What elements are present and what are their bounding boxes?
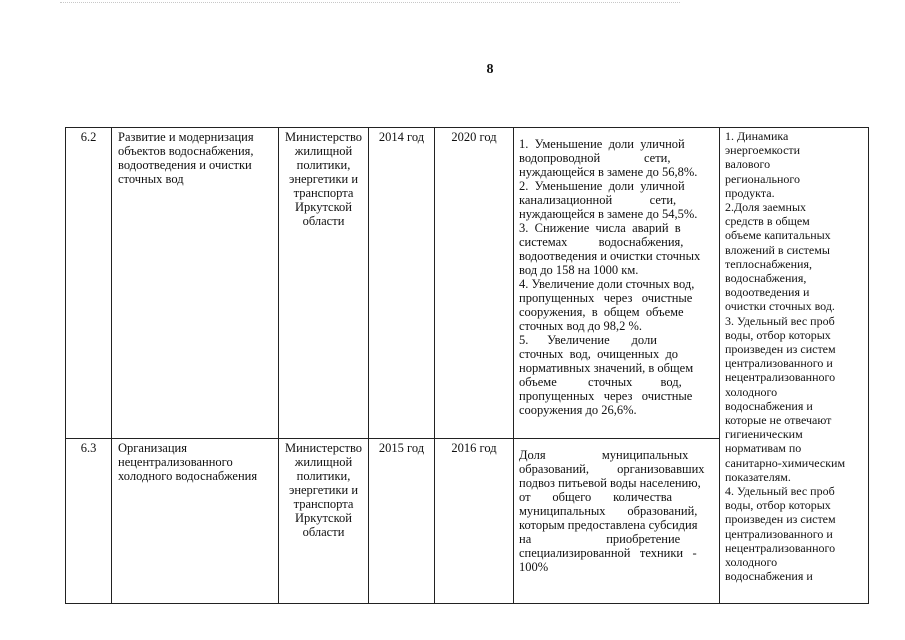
row-number: 6.2 bbox=[66, 128, 112, 439]
text-line: вложений в системы bbox=[725, 242, 830, 257]
text-line: 100% bbox=[519, 560, 549, 574]
text-line: средств в общем bbox=[725, 214, 810, 229]
text-line: водопроводной сети, bbox=[519, 151, 671, 165]
text-line: нецентрализованного bbox=[725, 370, 836, 385]
text-line: нуждающейся в замене до 54,5%. bbox=[519, 207, 698, 221]
text-line: очистки сточных вод. bbox=[725, 299, 835, 314]
text-line: системах водоснабжения, bbox=[519, 235, 684, 249]
text-line: пропущенных через очистные bbox=[519, 389, 693, 403]
text-line: продукта. bbox=[725, 185, 775, 200]
text-line: которым предоставлена субсидия bbox=[519, 518, 698, 532]
text-line: водоснабжения и bbox=[725, 398, 813, 413]
text-line: 1. Уменьшение доли уличной bbox=[519, 137, 685, 151]
text-line: области bbox=[302, 525, 345, 539]
text-line: области bbox=[302, 214, 345, 228]
text-line: нормативных значений, в общем bbox=[519, 361, 694, 375]
text-line: объеме капитальных bbox=[725, 228, 831, 243]
text-line: муниципальных образований, bbox=[519, 504, 698, 518]
page-number: 8 bbox=[486, 62, 494, 77]
responsible-ministry bbox=[279, 439, 369, 604]
text-line: 3. Удельный вес проб bbox=[725, 313, 835, 328]
text-line: 4. Удельный вес проб bbox=[725, 484, 835, 499]
start-year: 2015 год bbox=[369, 439, 435, 604]
text-line: нуждающейся в замене до 56,8%. bbox=[519, 165, 698, 179]
responsible-ministry bbox=[279, 128, 369, 439]
text-line: теплоснабжения, bbox=[725, 256, 812, 271]
end-year: 2020 год bbox=[435, 128, 514, 439]
text-line: водоотведения и очистки bbox=[118, 158, 252, 172]
start-year: 2014 год bbox=[369, 128, 435, 439]
measure-name bbox=[112, 439, 279, 604]
text-line: сточных вод до 98,2 %. bbox=[519, 319, 642, 333]
text-line: Иркутской bbox=[295, 200, 352, 214]
text-line: объектов водоснабжения, bbox=[118, 144, 254, 158]
text-line: гигиеническим bbox=[725, 427, 803, 442]
text-line: централизованного и bbox=[725, 526, 833, 541]
text-line: сооружения, в общем объеме bbox=[519, 305, 684, 319]
table-row bbox=[66, 128, 869, 439]
scan-artifact-line bbox=[60, 2, 680, 5]
measure-name bbox=[112, 128, 279, 439]
text-line: канализационной сети, bbox=[519, 193, 677, 207]
text-line: транспорта bbox=[293, 497, 354, 511]
text-line: водоснабжения и bbox=[725, 569, 813, 584]
text-line: произведен из систем bbox=[725, 342, 836, 357]
text-line: которые не отвечают bbox=[725, 413, 832, 428]
text-line: валового bbox=[725, 157, 771, 172]
text-line: нормативам по bbox=[725, 441, 802, 456]
text-line: воды, отбор которых bbox=[725, 327, 831, 342]
text-line: пропущенных через очистные bbox=[519, 291, 693, 305]
text-line: холодного водоснабжения bbox=[118, 469, 258, 483]
text-line: на приобретение bbox=[519, 532, 681, 546]
text-line: 5. Увеличение доли bbox=[519, 333, 657, 347]
text-line: специализированной техники - bbox=[519, 546, 697, 560]
text-line: сточных вод bbox=[118, 172, 184, 186]
text-line: 4. Увеличение доли сточных вод, bbox=[519, 277, 695, 291]
text-line: централизованного и bbox=[725, 356, 833, 371]
text-line: вод до 158 на 1000 км. bbox=[519, 263, 639, 277]
text-line: сточных вод, очищенных до bbox=[519, 347, 679, 361]
text-line: нецентрализованного bbox=[118, 455, 233, 469]
text-line: сооружения до 26,6%. bbox=[519, 403, 637, 417]
text-line: энергетики и bbox=[288, 483, 359, 497]
text-line: нецентрализованного bbox=[725, 540, 836, 555]
text-line: холодного bbox=[725, 384, 778, 399]
text-line: образований, организовавших bbox=[519, 462, 705, 476]
text-line: Иркутской bbox=[295, 511, 352, 525]
text-line: жилищной bbox=[294, 144, 353, 158]
text-line: жилищной bbox=[294, 455, 353, 469]
text-line: санитарно-химическим bbox=[725, 455, 846, 470]
text-line: 1. Динамика bbox=[725, 129, 789, 143]
end-year: 2016 год bbox=[435, 439, 514, 604]
text-line: 2.Доля заемных bbox=[725, 200, 807, 215]
text-line: водоотведения и bbox=[725, 285, 810, 300]
text-line: объеме сточных вод, bbox=[519, 375, 682, 389]
text-line: политики, bbox=[296, 469, 351, 483]
text-line: водоснабжения, bbox=[725, 271, 807, 286]
text-line: транспорта bbox=[293, 186, 354, 200]
text-line: водоотведения и очистки сточных bbox=[519, 249, 701, 263]
text-line: от общего количества bbox=[519, 490, 673, 504]
expected-results bbox=[514, 439, 720, 604]
target-indicators bbox=[720, 128, 869, 604]
expected-results bbox=[514, 128, 720, 439]
text-line: энергетики и bbox=[288, 172, 359, 186]
text-line: воды, отбор которых bbox=[725, 498, 831, 513]
text-line: Доля муниципальных bbox=[519, 448, 689, 462]
text-line: Организация bbox=[118, 441, 187, 455]
text-line: холодного bbox=[725, 555, 778, 570]
text-line: Министерство bbox=[284, 441, 363, 455]
text-line: произведен из систем bbox=[725, 512, 836, 527]
text-line: показателям. bbox=[725, 469, 791, 484]
text-line: Министерство bbox=[284, 130, 363, 144]
text-line: 3. Снижение числа аварий в bbox=[519, 221, 681, 235]
text-line: регионального bbox=[725, 171, 801, 186]
text-line: энергоемкости bbox=[725, 143, 801, 158]
text-line: Развитие и модернизация bbox=[118, 130, 254, 144]
row-number: 6.3 bbox=[66, 439, 112, 604]
text-line: подвоз питьевой воды населению, bbox=[519, 476, 701, 490]
text-line: политики, bbox=[296, 158, 351, 172]
measures-table bbox=[65, 127, 869, 604]
text-line: 2. Уменьшение доли уличной bbox=[519, 179, 685, 193]
